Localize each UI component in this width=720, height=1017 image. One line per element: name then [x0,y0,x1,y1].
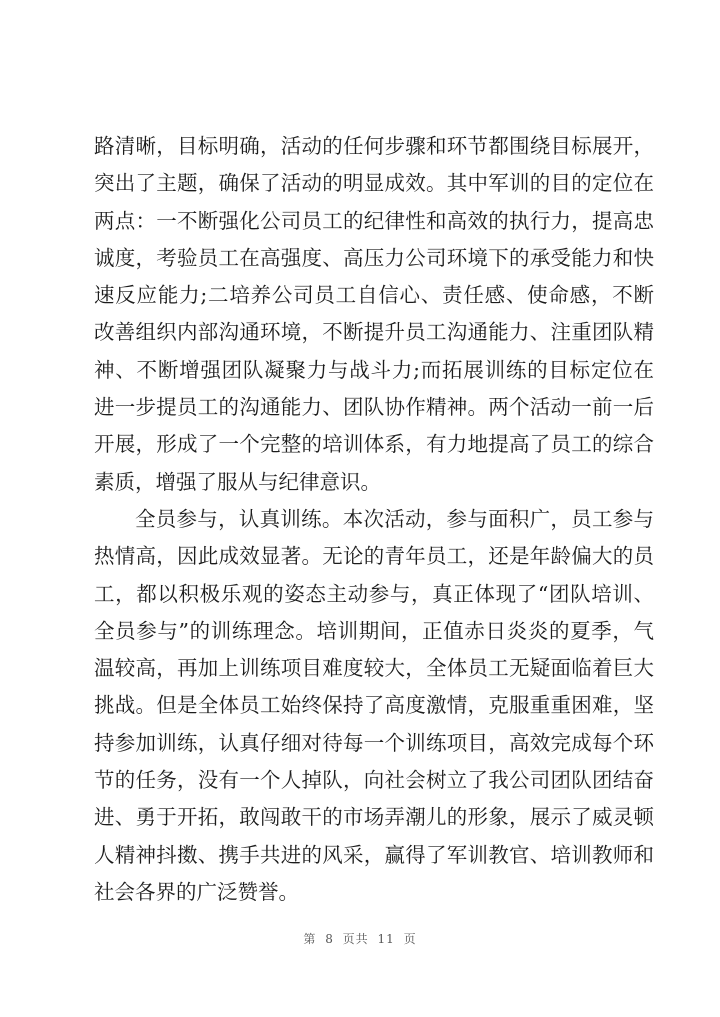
paragraph-2: 全员参与，认真训练。本次活动，参与面积广，员工参与热情高，因此成效显著。无论的青年员工，还是年龄偏大的员工，都以积极乐观的姿态主动参与，真正体现了“团队培训、全员参与”的训练理念。培训期间，正值赤日炎炎的夏季，气温较高，再加上训练项目难度较大，全体员工无疑面临着巨大挑战。但是全体员工始终保持了高度激情，克服重重困难，坚持参加训练，认真仔细对待每一个训练项目，高效完成每个环节的任务，没有一个人掉队，向社会树立了我公司团队团结奋进、勇于开拓，敢闯敢干的市场弄潮儿的形象，展示了威灵顿人精神抖擞、携手共进的风采，赢得了军训教官、培训教师和社会各界的广泛赞誉。 [94,506,654,904]
page-number-footer: 第 8 页共 11 页 [303,932,417,946]
paragraph-1: 路清晰，目标明确，活动的任何步骤和环节都围绕目标展开，突出了主题，确保了活动的明显成效。其中军训的目的定位在两点：一不断强化公司员工的纪律性和高效的执行力，提高忠诚度，考验员工在高强度、高压力公司环境下的承受能力和快速反应能力;二培养公司员工自信心、责任感、使命感，不断改善组织内部沟通环境，不断提升员工沟通能力、注重团队精神、不断增强团队凝聚力与战斗力;而拓展训练的目标定位在进一步提员工的沟通能力、团队协作精神。两个活动一前一后开展，形成了一个完整的培训体系，有力地提高了员工的综合素质，增强了服从与纪律意识。 [94,134,654,494]
document-body [94,128,654,911]
